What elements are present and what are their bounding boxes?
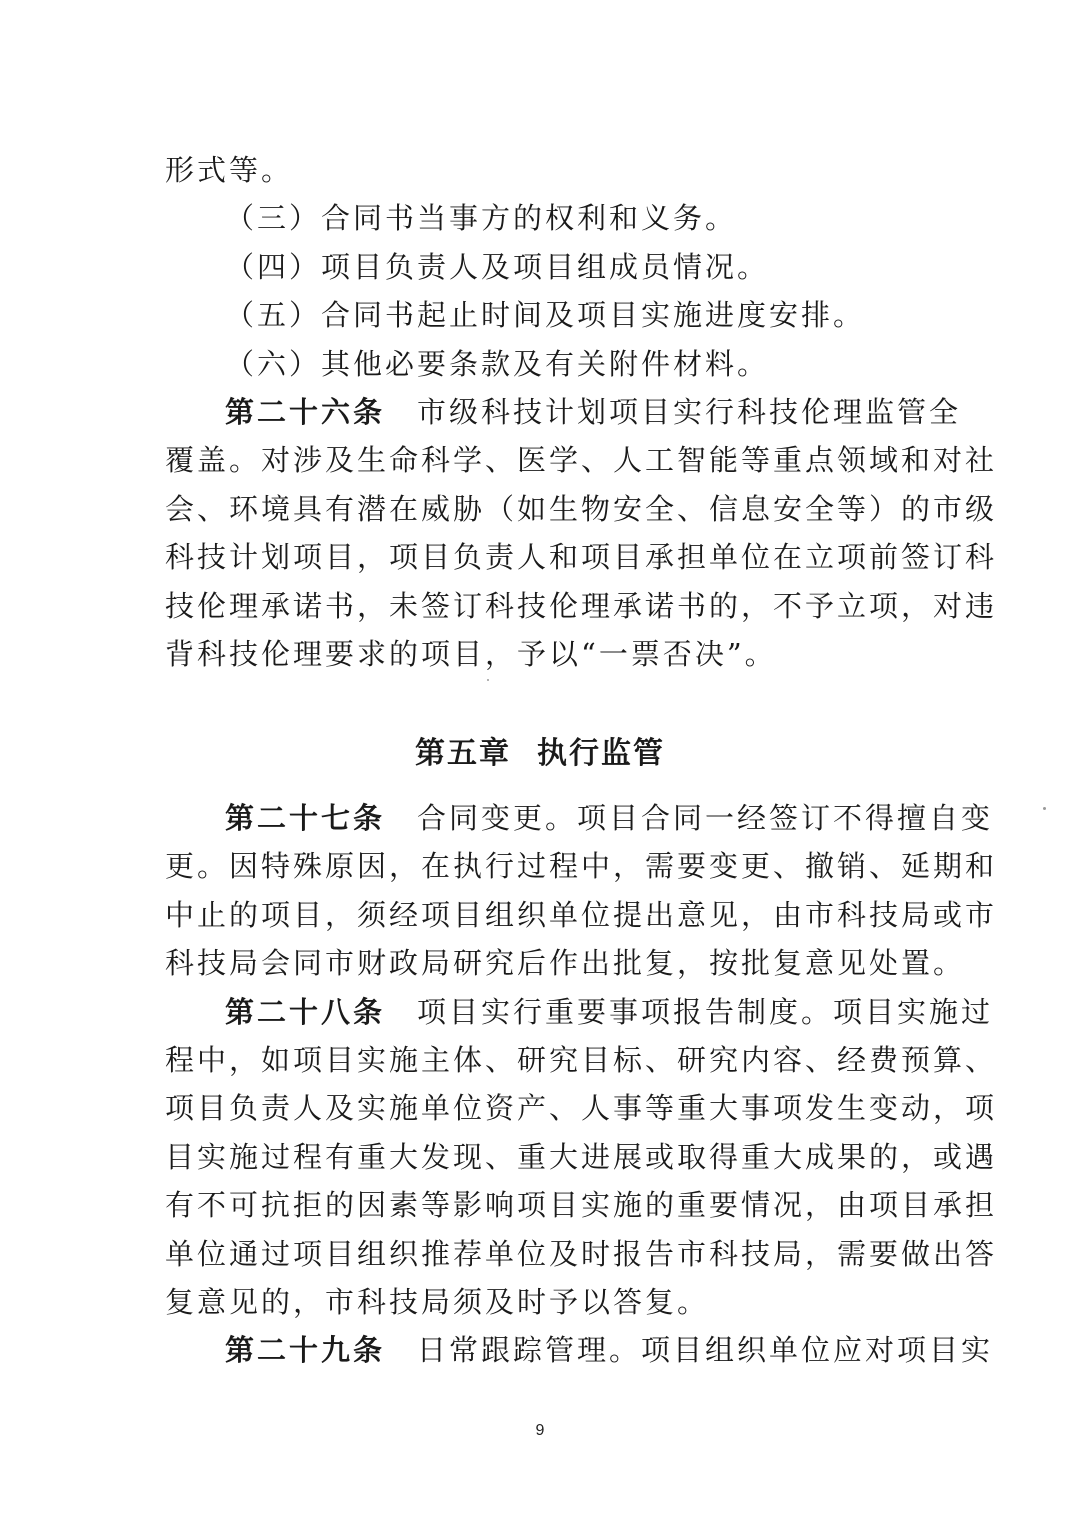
page-number: 9	[535, 1422, 545, 1439]
article-28-text-7: 复意见的，市科技局须及时予以答复。	[165, 1284, 710, 1319]
article-29-heading: 第二十九条	[225, 1333, 386, 1368]
article-26-heading: 第二十六条	[225, 394, 386, 429]
list-item-4: （四）项目负责人及项目组成员情况。	[225, 249, 770, 284]
article-27-text-3: 中止的项目，须经项目组织单位提出意见，由市科技局或市	[165, 897, 998, 932]
chapter-number: 第五章	[415, 736, 511, 771]
chapter-heading	[0, 728, 1080, 772]
article-26-text-3: 会、环境具有潜在威胁（如生物安全、信息安全等）的市级	[165, 491, 998, 526]
article-26-text-2: 覆盖。对涉及生命科学、医学、人工智能等重点领域和对社	[165, 443, 998, 478]
article-27-text-4: 科技局会同市财政局研究后作出批复，按批复意见处置。	[165, 946, 966, 981]
article-28-text-2: 程中，如项目实施主体、研究目标、研究内容、经费预算、	[165, 1042, 998, 1077]
scan-speck	[1043, 807, 1046, 810]
section-lower	[165, 794, 998, 1375]
article-28-text-3: 项目负责人及实施单位资产、人事等重大事项发生变动，项	[165, 1091, 998, 1126]
article-26-text-6: 背科技伦理要求的项目，予以“一票否决”。	[165, 636, 777, 671]
article-29-first-line	[165, 1326, 994, 1374]
article-28-text-4: 目实施过程有重大发现、重大进展或取得重大成果的，或遇	[165, 1139, 998, 1174]
article-27-first-line	[165, 794, 994, 842]
article-28-text-1: 项目实行重要事项报告制度。项目实施过	[417, 994, 994, 1029]
article-26-text-4: 科技计划项目，项目负责人和项目承担单位在立项前签订科	[165, 540, 998, 575]
article-28-heading: 第二十八条	[225, 994, 386, 1029]
article-28-first-line	[165, 988, 994, 1036]
paragraph-continuation: 形式等。	[165, 153, 294, 187]
article-27-heading: 第二十七条	[225, 801, 386, 835]
article-27-text-1: 合同变更。项目合同一经签订不得擅自变	[417, 801, 994, 835]
article-26-first-line	[165, 388, 962, 436]
list-item-6: （六）其他必要条款及有关附件材料。	[225, 346, 770, 381]
article-26-text-1: 市级科技计划项目实行科技伦理监管全	[385, 394, 962, 429]
article-28-text-5: 有不可抗拒的因素等影响项目实施的重要情况，由项目承担	[165, 1188, 998, 1223]
article-28-text-6: 单位通过项目组织推荐单位及时报告市科技局，需要做出答	[165, 1236, 998, 1271]
article-29-text-1: 日常跟踪管理。项目组织单位应对项目实	[417, 1333, 994, 1368]
article-26-text-5: 技伦理承诺书，未签订科技伦理承诺书的，不予立项，对违	[165, 588, 998, 623]
article-27-text-2: 更。因特殊原因，在执行过程中，需要变更、撤销、延期和	[165, 849, 998, 884]
section-upper	[165, 146, 998, 678]
list-item-5: （五）合同书起止时间及项目实施进度安排。	[225, 298, 866, 333]
chapter-title: 执行监管	[537, 736, 665, 771]
list-item-3: （三）合同书当事方的权利和义务。	[225, 201, 738, 236]
scan-speck	[487, 679, 489, 681]
